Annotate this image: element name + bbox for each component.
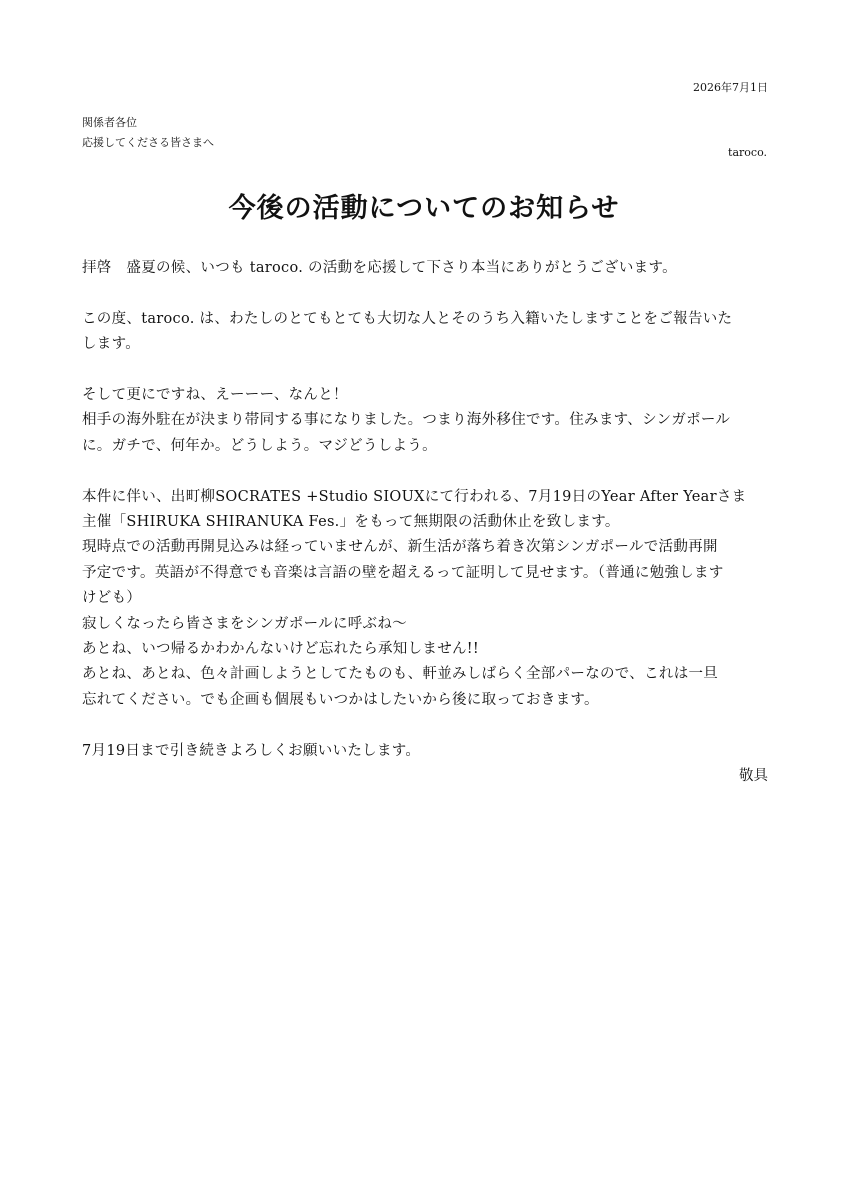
body-line: 拝啓 盛夏の候、いつも taroco. の活動を応援して下さり本当にありがとうございます。	[82, 260, 677, 276]
body-line: 現時点での活動再開見込みは経っていませんが、新生活が落ち着き次第シンガポールで活動再開	[82, 539, 718, 556]
letter-title: 今後の活動についてのお知らせ	[228, 193, 620, 224]
body-line: 予定です。英語が不得意でも音楽は言語の壁を超えるって証明して見せます。（普通に勉強します	[82, 564, 724, 581]
body-line: そして更にですね、えーーー、なんと！	[82, 387, 348, 403]
body-line: この度、taroco. は、わたしのとてもとても大切な人とそのうち入籍いたしますことをご報告いた	[82, 310, 733, 327]
body-line: あとね、あとね、色々計画しようとしてたものも、軒並みしばらく全部パーなので、これは一旦	[82, 666, 719, 683]
sender-name: taroco.	[728, 146, 767, 159]
letter-body	[82, 256, 772, 764]
body-line: 本件に伴い、出町柳SOCRATES +Studio SIOUXにて行われる、7月19日のYear After Yearさま	[82, 488, 747, 505]
body-line: けども）	[82, 590, 142, 607]
body-line: 7月19日まで引き続きよろしくお願いいたします。	[82, 742, 421, 759]
body-line: あとね、いつ帰るかわかんないけど忘れたら承知しません!!	[82, 641, 480, 658]
closing-phrase: 敬具	[739, 768, 768, 784]
body-line: 主催「SHIRUKA SHIRANUKA Fes.」をもって無期限の活動休止を致します。	[82, 514, 620, 531]
body-line: に。ガチで、何年か。どうしよう。マジどうしよう。	[82, 437, 437, 454]
letter-date: 2026年7月1日	[693, 81, 768, 94]
body-line: 寂しくなったら皆さまをシンガポールに呼ぶね〜	[82, 615, 407, 632]
recipient-line: 関係者各位	[82, 116, 137, 129]
body-line: 相手の海外駐在が決まり帯同する事になりました。つまり海外移住です。住みます、シンガポール	[82, 412, 731, 429]
body-line: 忘れてください。でも企画も個展もいつかはしたいから後に取っておきます。	[82, 691, 599, 708]
body-line: します。	[82, 336, 141, 353]
recipient-line: 応援してくださる皆さまへ	[82, 136, 214, 149]
recipients	[82, 113, 214, 153]
